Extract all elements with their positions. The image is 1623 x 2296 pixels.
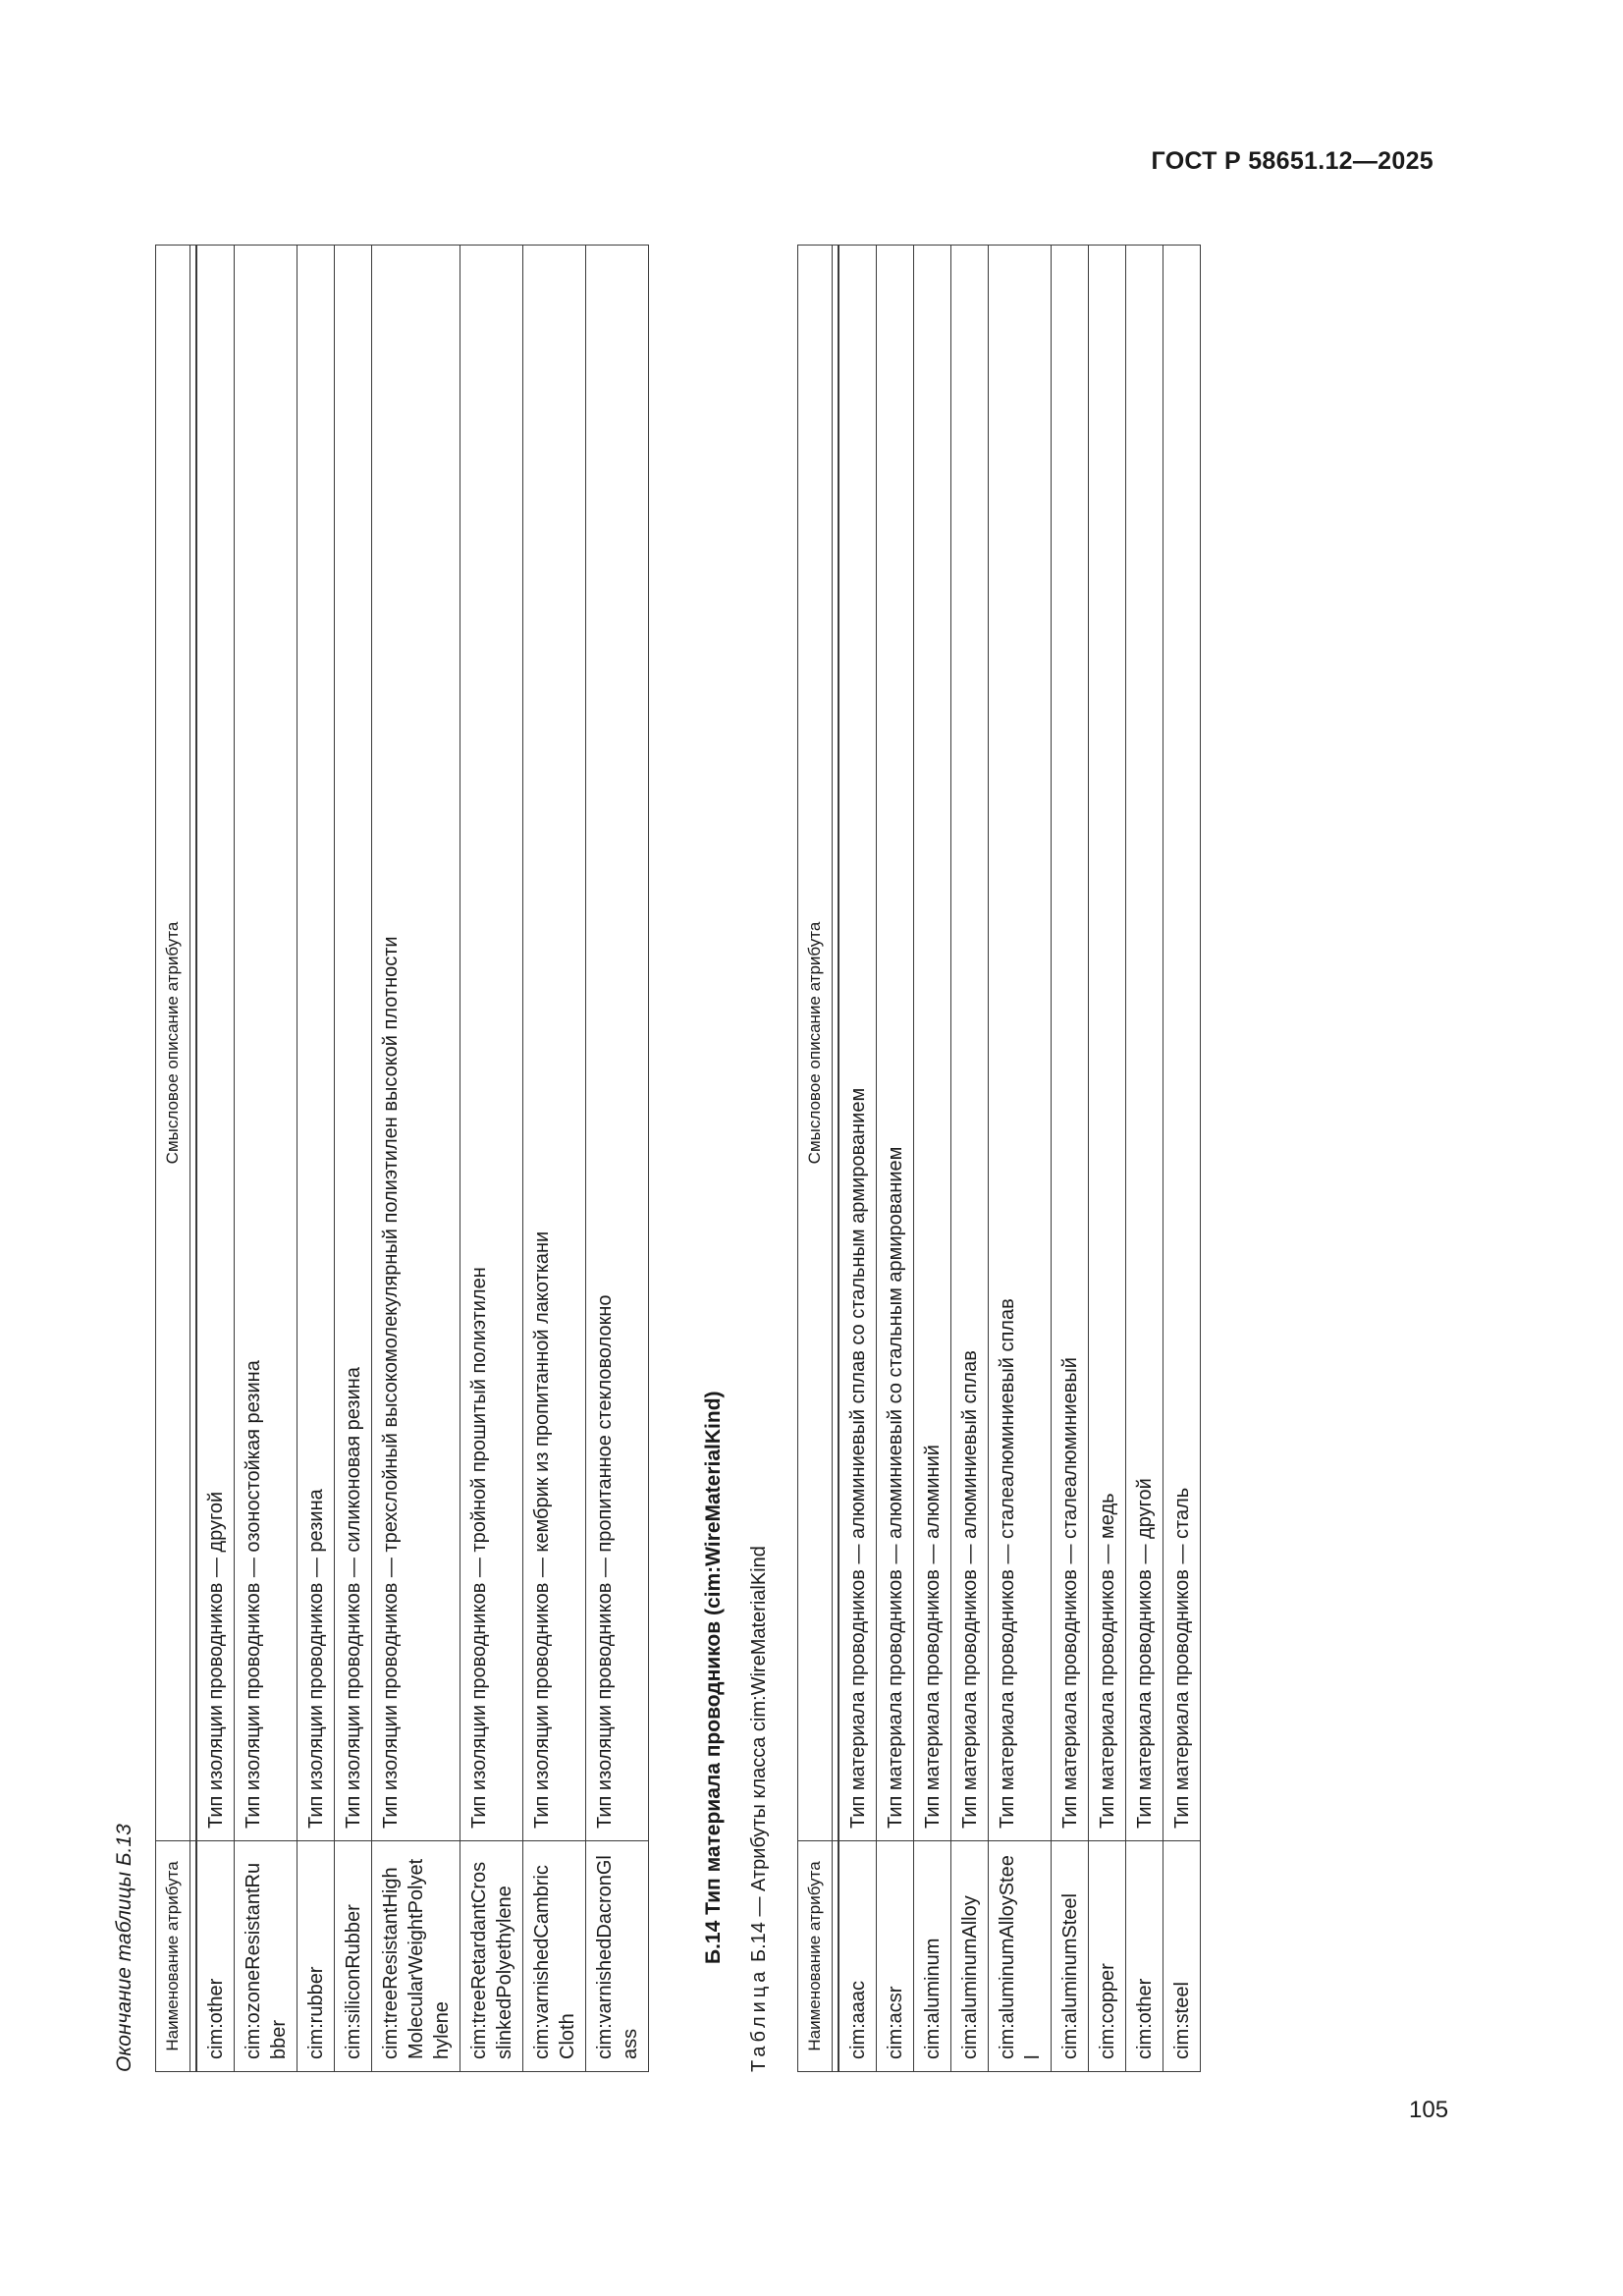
- attribute-description-cell: Тип материала проводников — медь: [1089, 246, 1126, 1841]
- attribute-name-cell: cim:aluminumAlloy: [951, 1841, 989, 2072]
- page-number: 105: [1409, 2097, 1449, 2123]
- table-row: [235, 246, 298, 2072]
- attribute-name-cell: cim:varnishedCambricCloth: [523, 1841, 586, 2072]
- table-b14-caption: [748, 1546, 771, 2072]
- attribute-name-cell: cim:acsr: [877, 1841, 914, 2072]
- table-b14: [797, 245, 1201, 2072]
- attribute-name-cell: cim:siliconRubber: [335, 1841, 372, 2072]
- table-row: [1089, 246, 1126, 2072]
- attribute-name-cell: cim:ozoneResistantRubber: [235, 1841, 298, 2072]
- table-row: [298, 246, 335, 2072]
- attribute-description-cell: Тип изоляции проводников — силиконовая резина: [335, 246, 372, 1841]
- table-row: [989, 246, 1052, 2072]
- attribute-name-cell: cim:aluminumSteel: [1052, 1841, 1089, 2072]
- table-row: [1052, 246, 1089, 2072]
- attribute-description-cell: Тип материала проводников — сталеалюминиевый сплав: [989, 246, 1052, 1841]
- table-row: [1163, 246, 1201, 2072]
- attribute-description-cell: Тип изоляции проводников — озоностойкая резина: [235, 246, 298, 1841]
- attribute-description-cell: Тип изоляции проводников — резина: [298, 246, 335, 1841]
- column-header-name: Наименование атрибута: [798, 1841, 833, 2072]
- table-row: [914, 246, 951, 2072]
- attribute-description-cell: Тип материала проводников — сталь: [1163, 246, 1201, 1841]
- attribute-description-cell: Тип материала проводников — сталеалюминиевый: [1052, 246, 1089, 1841]
- table-row: [523, 246, 586, 2072]
- column-header-description: Смысловое описание атрибута: [156, 246, 190, 1841]
- attribute-name-cell: cim:treeRetardantCrosslinkedPolyethylene: [460, 1841, 523, 2072]
- table-b13-body: [196, 246, 649, 2072]
- attribute-name-cell: cim:copper: [1089, 1841, 1126, 2072]
- attribute-name-cell: cim:rubber: [298, 1841, 335, 2072]
- attribute-description-cell: Тип изоляции проводников — трехслойный высокомолекулярный полиэтилен высокой плотности: [372, 246, 460, 1841]
- attribute-description-cell: Тип изоляции проводников — пропитанное стекловолокно: [586, 246, 649, 1841]
- table-caption-text: Б.14 — Атрибуты класса cim:WireMaterialKind: [748, 1546, 770, 1968]
- attribute-name-cell: cim:aaac: [839, 1841, 877, 2072]
- table-row: [1126, 246, 1163, 2072]
- attribute-name-cell: cim:steel: [1163, 1841, 1201, 2072]
- table-row: [196, 246, 235, 2072]
- table-b14-body: [839, 246, 1201, 2072]
- attribute-name-cell: cim:aluminumAlloySteel: [989, 1841, 1052, 2072]
- attribute-description-cell: Тип изоляции проводников — тройной прошитый полиэтилен: [460, 246, 523, 1841]
- table-row: [372, 246, 460, 2072]
- section-heading: Б.14 Тип материала проводников (cim:WireMaterialKind): [702, 1391, 725, 1964]
- rotated-content: [108, 147, 1301, 2072]
- attribute-name-cell: cim:varnishedDacronGlass: [586, 1841, 649, 2072]
- table-row: [877, 246, 914, 2072]
- attribute-name-cell: cim:other: [1126, 1841, 1163, 2072]
- table-row: [460, 246, 523, 2072]
- table-b13-continuation: [155, 245, 649, 2072]
- attribute-description-cell: Тип материала проводников — другой: [1126, 246, 1163, 1841]
- table-row: [335, 246, 372, 2072]
- continued-table-caption: Окончание таблицы Б.13: [113, 1824, 135, 2072]
- attribute-description-cell: Тип материала проводников — алюминий: [914, 246, 951, 1841]
- attribute-name-cell: cim:aluminum: [914, 1841, 951, 2072]
- attribute-description-cell: Тип материала проводников — алюминиевый сплав: [951, 246, 989, 1841]
- standard-code: ГОСТ Р 58651.12—2025: [1151, 147, 1434, 175]
- attribute-description-cell: Тип материала проводников — алюминиевый сплав со стальным армированием: [839, 246, 877, 1841]
- attribute-name-cell: cim:treeResistantHighMolecularWeightPolyethylene: [372, 1841, 460, 2072]
- table-row: [951, 246, 989, 2072]
- table-row: [839, 246, 877, 2072]
- attribute-name-cell: cim:other: [196, 1841, 235, 2072]
- attribute-description-cell: Тип изоляции проводников — кембрик из пропитанной лакоткани: [523, 246, 586, 1841]
- table-row: [586, 246, 649, 2072]
- attribute-description-cell: Тип изоляции проводников — другой: [196, 246, 235, 1841]
- column-header-name: Наименование атрибута: [156, 1841, 190, 2072]
- table-caption-prefix: Таблица: [748, 1967, 770, 2072]
- attribute-description-cell: Тип материала проводников — алюминиевый со стальным армированием: [877, 246, 914, 1841]
- column-header-description: Смысловое описание атрибута: [798, 246, 833, 1841]
